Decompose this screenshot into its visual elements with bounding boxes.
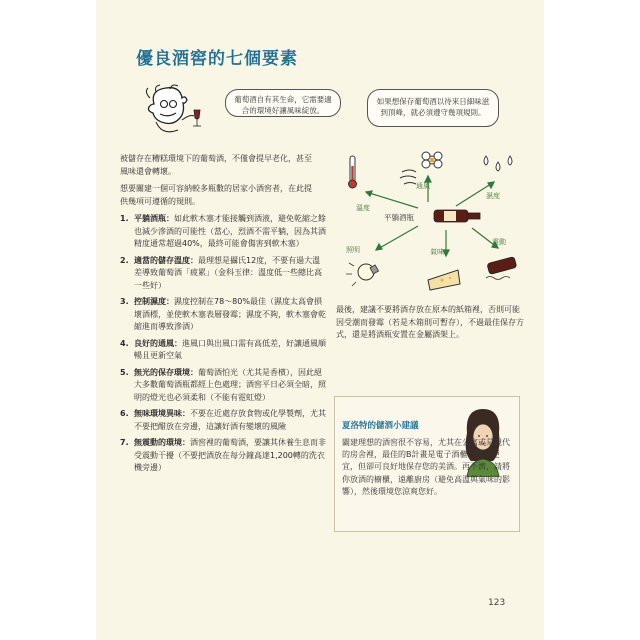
intro-paragraph-2: 想要關建一個可容納較多瓶數的居家小酒窖者，在此提供幾項可遵循的規則。	[120, 184, 312, 206]
label-light: 照明	[346, 246, 360, 254]
tip-title: 夏洛特的儲酒小建議	[342, 421, 419, 431]
rule-item: 4. 良好的通風：進風口與出風口需有高低差，好讓通風順暢且更新空氣	[120, 338, 326, 360]
cellar-rules-list	[120, 213, 328, 479]
thermometer-icon	[349, 156, 357, 188]
closing-paragraph: 最後，建議不要將酒存放在原本的紙箱裡，否則可能因受潮而發霉（若是木箱則可暫存），不過最佳保存方式，還是將酒瓶安置在金屬酒架上。	[336, 305, 524, 339]
tip-text: 闢建理想的酒窖很不容易，尤其在公寓或是現代的房舍裡，最佳的B計畫是電子酒櫃：雖不便宜，但卻可良好地保存您的美酒。再不濟，請將你放酒的櫥櫃，遠離廚房（避免高溫與氣味的影響），然後環境您涼爽您好。	[342, 438, 510, 496]
rule-item: 5. 無光的保存環境：葡萄酒怕光（尤其是香檳），因此絕大多數葡萄酒瓶都經上色處理；酒窖平日必須全暗，照明的燈光也必須柔和（不能有霓虹燈）	[120, 367, 326, 402]
light-bulb-icon	[346, 263, 379, 286]
wind-icon	[400, 170, 416, 184]
speech-bubble-right: 如果想保存葡萄酒以待來日細味滋到頂峰，就必須遵守幾項規則。	[367, 89, 499, 127]
sommelier-illustration	[136, 84, 226, 142]
rule-item: 6. 無味環境異味：不要在近處存放食物或化學製劑，尤其不要把醋放在旁邊，這讓好酒有變壞的風險	[120, 409, 326, 431]
wine-bottle-icon	[434, 210, 480, 222]
book-page	[96, 0, 544, 640]
rule-item: 1. 平躺酒瓶：如此軟木塞才能接觸到酒液，避免乾縮之餘也減少滲酒的可能性（當心，烈酒不需平躺，因為其酒精度通常超過40%，最終可能會傷害到軟木塞）	[120, 214, 326, 248]
label-vibration: 震動	[492, 238, 506, 246]
tip-box	[334, 396, 520, 532]
flower-icon	[422, 152, 442, 168]
label-center: 平躺酒瓶	[384, 213, 414, 222]
speech-bubble-left: 葡萄酒自有其生命，它需要適合的環境好讓風味綻放。	[225, 89, 341, 117]
intro-paragraph-1: 被儲存在糟糕環境下的葡萄酒，不僅會提早老化，甚至風味還會轉壞。	[120, 154, 312, 176]
label-humidity: 濕度	[486, 192, 500, 200]
rule-item: 2. 適當的儲存溫度：最理想是攝氏12度，不要有過大溫差導致葡萄酒「疲累」（金科玉律：溫度低一些總比高一些好）	[120, 255, 322, 290]
cellar-factors-diagram	[336, 148, 526, 298]
page-number: 123	[488, 598, 506, 608]
label-odor: 氣味	[430, 248, 444, 256]
droplets-icon	[484, 156, 512, 171]
rule-item: 7. 無震動的環境：酒窖裡的葡萄酒，要讓其休養生息而非受震動干擾（不要把酒放在每分鐘高達1,200轉的洗衣機旁邊）	[120, 438, 326, 472]
page-title: 優良酒窖的七個要素	[136, 49, 298, 69]
cheese-icon	[428, 270, 460, 290]
rule-item: 3. 控制濕度：濕度控制在78～80%最佳（濕度太高會損壞酒標，並使軟木塞表層發霉；濕度不夠，軟木塞會乾縮進而導致滲酒）	[120, 297, 326, 331]
label-temperature: 溫度	[356, 204, 370, 212]
shaking-bottle-icon	[486, 257, 517, 280]
label-ventilation: 通風	[416, 182, 430, 190]
